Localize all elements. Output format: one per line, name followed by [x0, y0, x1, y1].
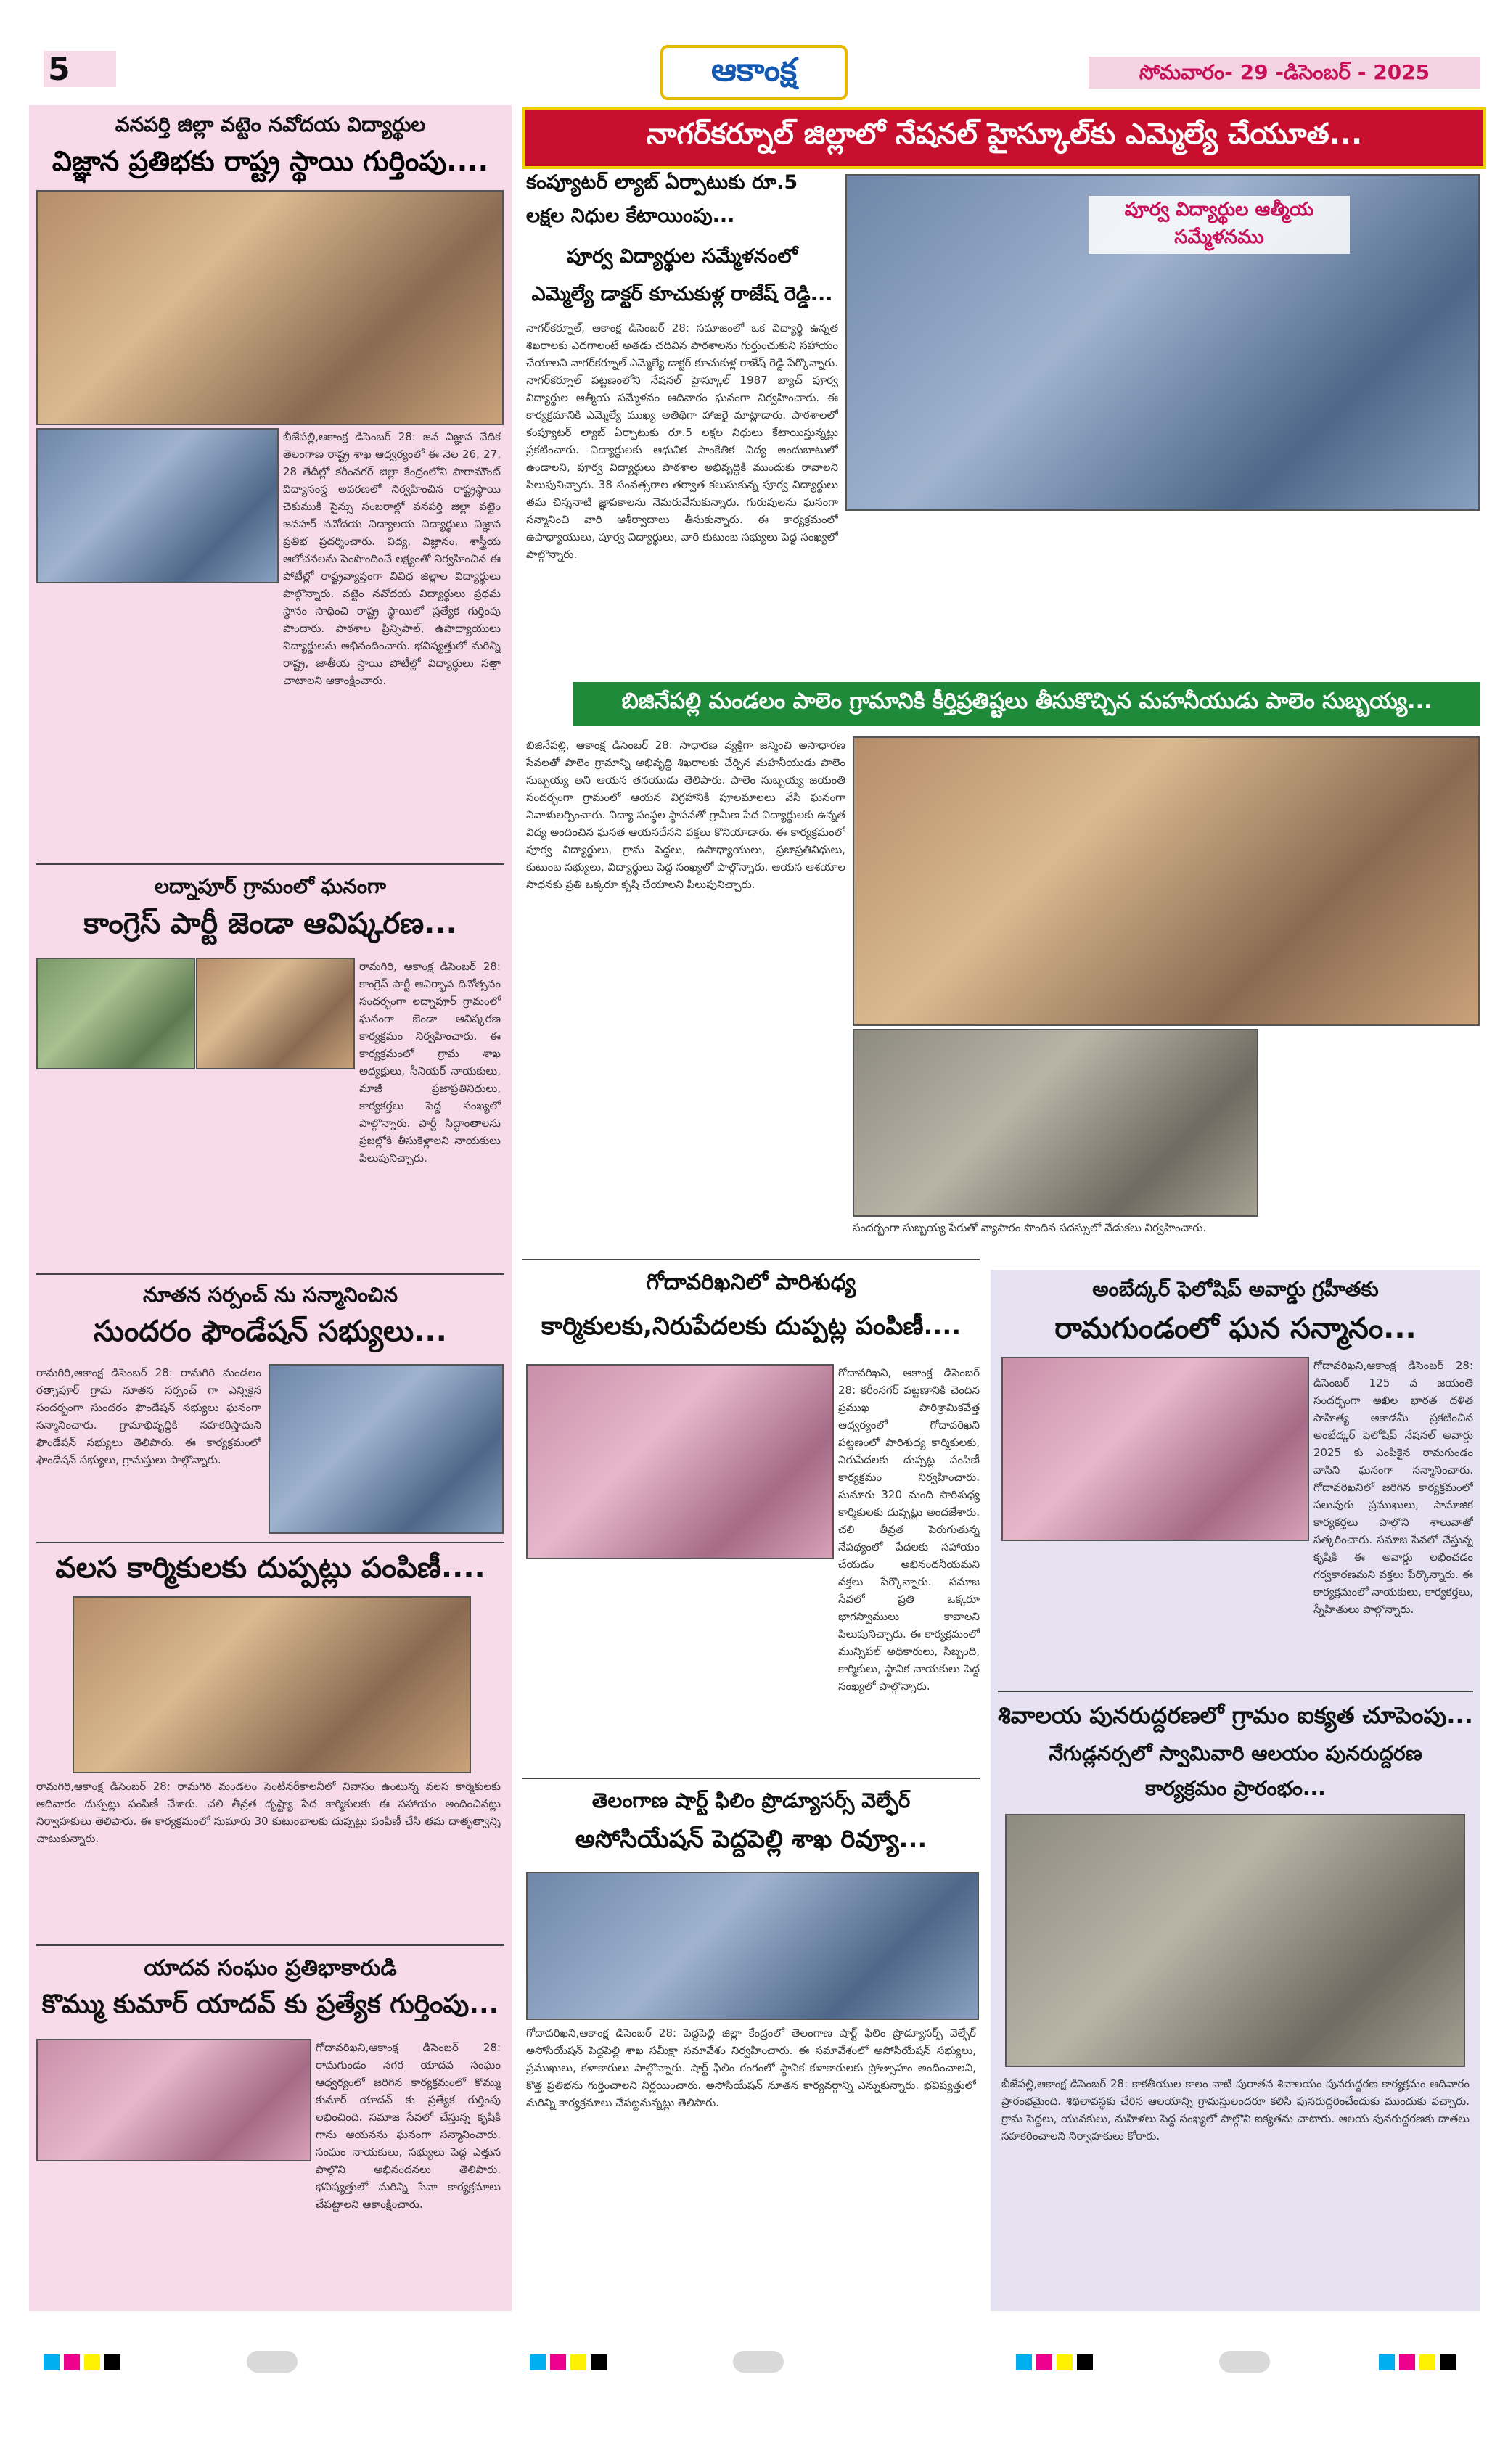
temple-restoration-photo — [1005, 1814, 1465, 2067]
story2-headline-banner — [573, 682, 1480, 726]
top-sub-3: పూర్వ విద్యార్థుల సమ్మేళనంలో — [566, 245, 798, 268]
top-sub-1: కంప్యూటర్ ల్యాబ్ ఏర్పాటుకు రూ.5 — [526, 171, 798, 194]
blanket-workers-photo — [526, 1364, 834, 1559]
right-a2-title: శివాలయ పునరుద్దరణలో గ్రామం ఐక్యత చూపెంపు... — [998, 1701, 1473, 1729]
award-felicitation-photo — [1001, 1357, 1309, 1541]
top-headline: నాగర్‌కర్నూల్ జిల్లాలో నేషనల్ హైస్కూల్‌కు ఎమ్మెల్యే చేయూత... — [646, 118, 1363, 151]
top-sub-4: ఎమ్మెల్యే డాక్టర్ కూచుకుళ్ల రాజేష్ రెడ్డి... — [531, 283, 833, 305]
left-a3-kicker: నూతన సర్పంచ్ ను సన్మానించిన — [142, 1283, 398, 1307]
film-association-photo — [526, 1872, 979, 2020]
left-a2-title: కాంగ్రెస్ పార్టీ జెండా ఆవిష్కరణ... — [83, 907, 457, 940]
left-a1-title: విజ్ఞాన ప్రతిభకు రాష్ట్ర స్థాయి గుర్తింపు.... — [52, 145, 489, 177]
registration-dot-3 — [1219, 2351, 1270, 2373]
registration-marks-left — [44, 2354, 125, 2373]
left-a3-body: రామగిరి,ఆకాంక్ష డిసెంబర్ 28: రామగిరి మండలం రత్నాపూర్ గ్రామ నూతన సర్పంచ్ గా ఎన్నికైన సందర్భంగా సుందరం ఫౌండేషన్ సభ్యులు ఘనంగా సన్మానించారు. గ్రామాభివృద్ధికి సహకరిస్తామని ఫౌండేషన్ సభ్యులు తెలిపారు. ఈ కార్యక్రమంలో ఫౌండేషన్ సభ్యులు, గ్రామస్తులు పాల్గొన్నారు. — [36, 1366, 261, 1466]
story2-caption: సందర్భంగా సుబ్బయ్య పేరుతో వ్యాపారం పొందిన సదస్సులో వేడుకలు నిర్వహించారు. — [853, 1221, 1207, 1234]
paper-logo: ఆకాంక్ష — [660, 45, 848, 100]
registration-marks-mid — [530, 2354, 611, 2373]
statue-photo — [853, 736, 1480, 1026]
blanket-distribution-photo — [73, 1596, 471, 1773]
right-a2-body: బీజేపల్లి,ఆకాంక్ష డిసెంబర్ 28: కాకతీయుల కాలం నాటి పురాతన శివాలయం పునరుద్దరణ కార్యక్రమం ఆదివారం ప్రారంభమైంది. శిథిలావస్థకు చేరిన ఆలయాన్ని గ్రామస్తులందరూ కలిసి పునరుద్దరించేందుకు ముందుకు వచ్చారు. గ్రామ పెద్దలు, యువకులు, మహిళలు పెద్ద సంఖ్యలో పాల్గొని ఐక్యతను చాటారు. ఆలయ పునరుద్దరణకు దాతలు సహకరించాలని నిర్వాహకులు కోరారు. — [1001, 2077, 1470, 2143]
story4-body: గోదావరిఖని,ఆకాంక్ష డిసెంబర్ 28: పెద్దపెల్లి జిల్లా కేంద్రంలో తెలంగాణ షార్ట్ ఫిలిం ప్రొడ్యూసర్స్ వెల్ఫేర్ అసోసియేషన్ పెద్దపెల్లి శాఖ సమీక్షా సమావేశం నిర్వహించారు. ఈ సమావేశంలో అసోసియేషన్ సభ్యులు, ప్రముఖులు, కళాకారులు పాల్గొన్నారు. షార్ట్ ఫిలిం రంగంలో స్థానిక కళాకారులకు ప్రోత్సాహం అందించాలని, కొత్త ప్రతిభను గుర్తించాలని నిర్ణయించారు. అసోసియేషన్ నూతన కార్యవర్గాన్ని ఎన్నుకున్నారు. భవిష్యత్తులో మరిన్ని కార్యక్రమాలు చేపట్టనున్నట్లు తెలిపారు. — [526, 2026, 976, 2109]
story2-headline: బిజినేపల్లి మండలం పాలెం గ్రామానికి కీర్తిప్రతిష్టలు తీసుకొచ్చిన మహనీయుడు పాలెం సుబ్బయ్య... — [621, 689, 1433, 714]
top-headline-banner — [522, 107, 1486, 169]
left-a5-title: కొమ్ము కుమార్ యాదవ్ కు ప్రత్యేక గుర్తింపు... — [41, 1989, 499, 2019]
registration-marks-far-right — [1379, 2354, 1460, 2373]
left-a5-kicker: యాదవ సంఘం ప్రతిభాకారుడి — [144, 1955, 397, 1981]
story3-title: కార్మికులకు,నిరుపేదలకు దుప్పట్ల పంపిణీ.... — [541, 1312, 962, 1341]
left-a2-kicker: లద్నాపూర్ గ్రామంలో ఘనంగా — [155, 874, 386, 898]
science-fair-photo — [36, 190, 504, 425]
yadav-sangham-photo — [36, 2039, 311, 2161]
story2-body: బిజినేపల్లి, ఆకాంక్ష డిసెంబర్ 28: సాధారణ వ్యక్తిగా జన్మించి అసాధారణ సేవలతో పాలెం గ్రామాన్ని అభివృద్ధి శిఖరాలకు చేర్చిన మహనీయుడు పాలెం సుబ్బయ్య అని ఆయన తనయుడు తెలిపారు. పాలెం సుబ్బయ్య జయంతి సందర్భంగా గ్రామంలో ఆయన విగ్రహానికి పూలమాలలు వేసి ఘనంగా నివాళులర్పించారు. విద్యా సంస్థల స్థాపనతో గ్రామీణ పేద విద్యార్థులకు ఉన్నత విద్య అందించిన ఘనత ఆయనదేనని వక్తలు కొనియాడారు. ఈ కార్యక్రమంలో పూర్వ విద్యార్థులు, గ్రామ పెద్దలు, ఉపాధ్యాయులు, ప్రజాప్రతినిధులు, కుటుంబ సభ్యులు, విద్యార్థులు పెద్ద సంఖ్యలో పాల్గొన్నారు. ఆయన ఆశయాల సాధనకు ప్రతి ఒక్కరూ కృషి చేయాలని పిలుపునిచ్చారు. — [526, 739, 845, 891]
top-story-body: నాగర్‌కర్నూల్, ఆకాంక్ష డిసెంబర్ 28: సమాజంలో ఒక విద్యార్థి ఉన్నత శిఖరాలకు ఎదగాలంటే అతడు చదివిన పాఠశాలను గుర్తుంచుకుని సహాయం చేయాలని నాగర్‌కర్నూల్ ఎమ్మెల్యే డాక్టర్ కూచుకుళ్ల రాజేష్ రెడ్డి పేర్కొన్నారు. నాగర్‌కర్నూల్ పట్టణంలోని నేషనల్ హైస్కూల్ 1987 బ్యాచ్ పూర్వ విద్యార్థుల ఆత్మీయ సమ్మేళనం ఆదివారం ఘనంగా నిర్వహించారు. ఈ కార్యక్రమానికి ఎమ్మెల్యే ముఖ్య అతిథిగా హాజరై మాట్లాడారు. పాఠశాలలో కంప్యూటర్ ల్యాబ్ ఏర్పాటుకు రూ.5 లక్షల నిధులు కేటాయిస్తున్నట్లు ప్రకటించారు. విద్యార్థులకు ఆధునిక సాంకేతిక విద్య అందుబాటులో ఉండాలని, పూర్వ విద్యార్థులు పాఠశాల అభివృద్ధికి ముందుకు రావాలని పిలుపునిచ్చారు. 38 సంవత్సరాల తర్వాత కలుసుకున్న పూర్వ విద్యార్థులు తమ చిన్ననాటి జ్ఞాపకాలను నెమరువేసుకున్నారు. గురువులను ఘనంగా సన్మానించి వారి ఆశీర్వాదాలు తీసుకున్నారు. ఈ కార్యక్రమంలో ఉపాధ్యాయులు, పూర్వ విద్యార్థులు, వారి కుటుంబ సభ్యులు పెద్ద సంఖ్యలో పాల్గొన్నారు. — [526, 321, 838, 561]
masthead — [0, 0, 1500, 94]
story4-title: అసోసియేషన్ పెద్దపెల్లి శాఖ రివ్యూ... — [575, 1825, 927, 1854]
registration-dot-1 — [247, 2351, 298, 2373]
left-a4-body: రామగిరి,ఆకాంక్ష డిసెంబర్ 28: రామగిరి మండలం సెంటినరీకాలనీలో నివాసం ఉంటున్న వలస కార్మికులకు ఆదివారం దుప్పట్లు పంపిణీ చేశారు. చలి తీవ్రత దృష్ట్యా పేద కార్మికులకు ఈ సహాయం అందించినట్లు నిర్వాహకులు తెలిపారు. ఈ కార్యక్రమంలో సుమారు 30 కుటుంబాలకు దుప్పట్లు పంపిణీ చేసి తమ దాతృత్వాన్ని చాటుకున్నారు. — [36, 1780, 501, 1845]
right-a1-kicker: అంబేద్కర్ ఫెలోషిప్ అవార్డు గ్రహీతకు — [1092, 1277, 1379, 1301]
right-a2-sub1: నేగుడ్లనర్సలో స్వామివారి ఆలయం పునరుద్దరణ — [1049, 1741, 1422, 1765]
registration-marks-right — [1016, 2354, 1097, 2373]
story3-kicker: గోదావరిఖనిలో పారిశుధ్య — [646, 1270, 856, 1295]
left-a5-body: గోదావరిఖని,ఆకాంక్ష డిసెంబర్ 28: రామగుండం నగర యాదవ సంఘం ఆధ్వర్యంలో జరిగిన కార్యక్రమంలో కొమ్ము కుమార్ యాదవ్ కు ప్రత్యేక గుర్తింపు లభించింది. సమాజ సేవలో చేస్తున్న కృషికి గాను ఆయనను ఘనంగా సన్మానించారు. సంఘం నాయకులు, సభ్యులు పెద్ద ఎత్తున పాల్గొని అభినందనలు తెలిపారు. భవిష్యత్తులో మరిన్ని సేవా కార్యక్రమాలు చేపట్టాలని ఆకాంక్షించారు. — [316, 2041, 501, 2211]
right-a1-body: గోదావరిఖని,ఆకాంక్ష డిసెంబర్ 28: డిసెంబర్ 125 వ జయంతి సందర్భంగా అఖిల భారత దళిత సాహిత్య అకాడమీ ప్రకటించిన అంబేద్కర్ ఫెలోషిప్ నేషనల్ అవార్డు 2025 కు ఎంపికైన రామగుండం వాసిని ఘనంగా సన్మానించారు. గోదావరిఖనిలో జరిగిన కార్యక్రమంలో పలువురు ప్రముఖులు, సామాజిక కార్యకర్తలు పాల్గొని శాలువాతో సత్కరించారు. సమాజ సేవలో చేస్తున్న కృషికి ఈ అవార్డు లభించడం గర్వకారణమని వక్తలు పేర్కొన్నారు. ఈ కార్యక్రమంలో నాయకులు, కార్యకర్తలు, స్నేహితులు పాల్గొన్నారు. — [1313, 1359, 1473, 1616]
registration-dot-2 — [733, 2351, 784, 2373]
left-a2-body: రామగిరి, ఆకాంక్ష డిసెంబర్ 28: కాంగ్రెస్ పార్టీ ఆవిర్భావ దినోత్సవం సందర్భంగా లద్నాపూర్ గ్రామంలో ఘనంగా జెండా ఆవిష్కరణ కార్యక్రమం నిర్వహించారు. ఈ కార్యక్రమంలో గ్రామ శాఖ అధ్యక్షులు, సీనియర్ నాయకులు, మాజీ ప్రజాప్రతినిధులు, కార్యకర్తలు పెద్ద సంఖ్యలో పాల్గొన్నారు. పార్టీ సిద్ధాంతాలను ప్రజల్లోకి తీసుకెళ్లాలని నాయకులు పిలుపునిచ్చారు. — [359, 960, 501, 1165]
left-a1-body: బీజేపల్లి,ఆకాంక్ష డిసెంబర్ 28: జన విజ్ఞాన వేదిక తెలంగాణ రాష్ట్ర శాఖ ఆధ్వర్యంలో ఈ నెల 26, 27, 28 తేదీల్లో కరీంనగర్ జిల్లా కేంద్రంలోని పారామౌంట్ విద్యాసంస్థ అవరణలో నిర్వహించిన రాష్ట్రస్థాయి చెకుముకి సైన్సు సంబరాల్లో వనపర్తి జిల్లా వట్టెం జవహర్ నవోదయ విద్యాలయ విద్యార్థులు విజ్ఞాన ప్రతిభ ప్రదర్శించారు. విద్య, విజ్ఞానం, శాస్త్రీయ ఆలోచనలను పెంపొందించే లక్ష్యంతో నిర్వహించిన ఈ పోటీల్లో రాష్ట్రవ్యాప్తంగా వివిధ జిల్లాల విద్యార్థులు పాల్గొన్నారు. వట్టెం నవోదయ విద్యార్థులు ప్రథమ స్థానం సాధించి రాష్ట్ర స్థాయిలో ప్రత్యేక గుర్తింపు పొందారు. పాఠశాల ప్రిన్సిపాల్, ఉపాధ్యాయులు విద్యార్థులను అభినందించారు. భవిష్యత్తులో మరిన్ని రాష్ట్ర, జాతీయ స్థాయి పోటీల్లో విద్యార్థులు సత్తా చాటాలని ఆకాంక్షించారు. — [283, 430, 501, 687]
issue-date: సోమవారం- 29 -డిసెంబర్ - 2025 — [1089, 57, 1480, 89]
right-a2-sub2: కార్యక్రమం ప్రారంభం... — [1145, 1776, 1326, 1800]
right-a1-title: రామగుండంలో ఘన సన్మానం... — [1054, 1312, 1417, 1345]
flag-hoisting-photo-2 — [196, 958, 355, 1069]
alumni-banner-text: పూర్వ విద్యార్థుల ఆత్మీయ సమ్మేళనము — [1089, 196, 1350, 254]
left-a3-title: సుందరం ఫౌండేషన్ సభ్యులు... — [94, 1315, 447, 1348]
page-number: 5 — [48, 51, 70, 88]
subbayya-event-photo — [853, 1029, 1258, 1217]
top-sub-2: లక్షల నిధుల కేటాయింపు... — [526, 205, 735, 227]
left-a1-kicker: వనపర్తి జిల్లా వట్టెం నవోదయ విద్యార్థుల — [115, 112, 426, 136]
story4-kicker: తెలంగాణ షార్ట్ ఫిలిం ప్రొడ్యూసర్స్ వెల్ఫేర్ — [591, 1789, 911, 1812]
stage-photo — [36, 428, 279, 583]
story3-body: గోదావరిఖని, ఆకాంక్ష డిసెంబర్ 28: కరీంనగర్ పట్టణానికి చెందిన ప్రముఖ పారిశ్రామికవేత్త ఆధ్వర్యంలో గోదావరిఖని పట్టణంలో పారిశుధ్య కార్మికులకు, నిరుపేదలకు దుప్పట్ల పంపిణీ కార్యక్రమం నిర్వహించారు. సుమారు 320 మంది పారిశుధ్య కార్మికులకు దుప్పట్లు అందజేశారు. చలి తీవ్రత పెరుగుతున్న నేపథ్యంలో పేదలకు సహాయం చేయడం అభినందనీయమని వక్తలు పేర్కొన్నారు. సమాజ సేవలో ప్రతి ఒక్కరూ భాగస్వాములు కావాలని పిలుపునిచ్చారు. ఈ కార్యక్రమంలో మున్సిపల్ అధికారులు, సిబ్బంది, కార్మికులు, స్థానిక నాయకులు పెద్ద సంఖ్యలో పాల్గొన్నారు. — [838, 1366, 980, 1693]
foundation-photo — [269, 1364, 504, 1534]
flag-hoisting-photo-1 — [36, 958, 195, 1069]
left-a4-title: వలస కార్మికులకు దుప్పట్లు పంపిణీ.... — [55, 1551, 485, 1585]
